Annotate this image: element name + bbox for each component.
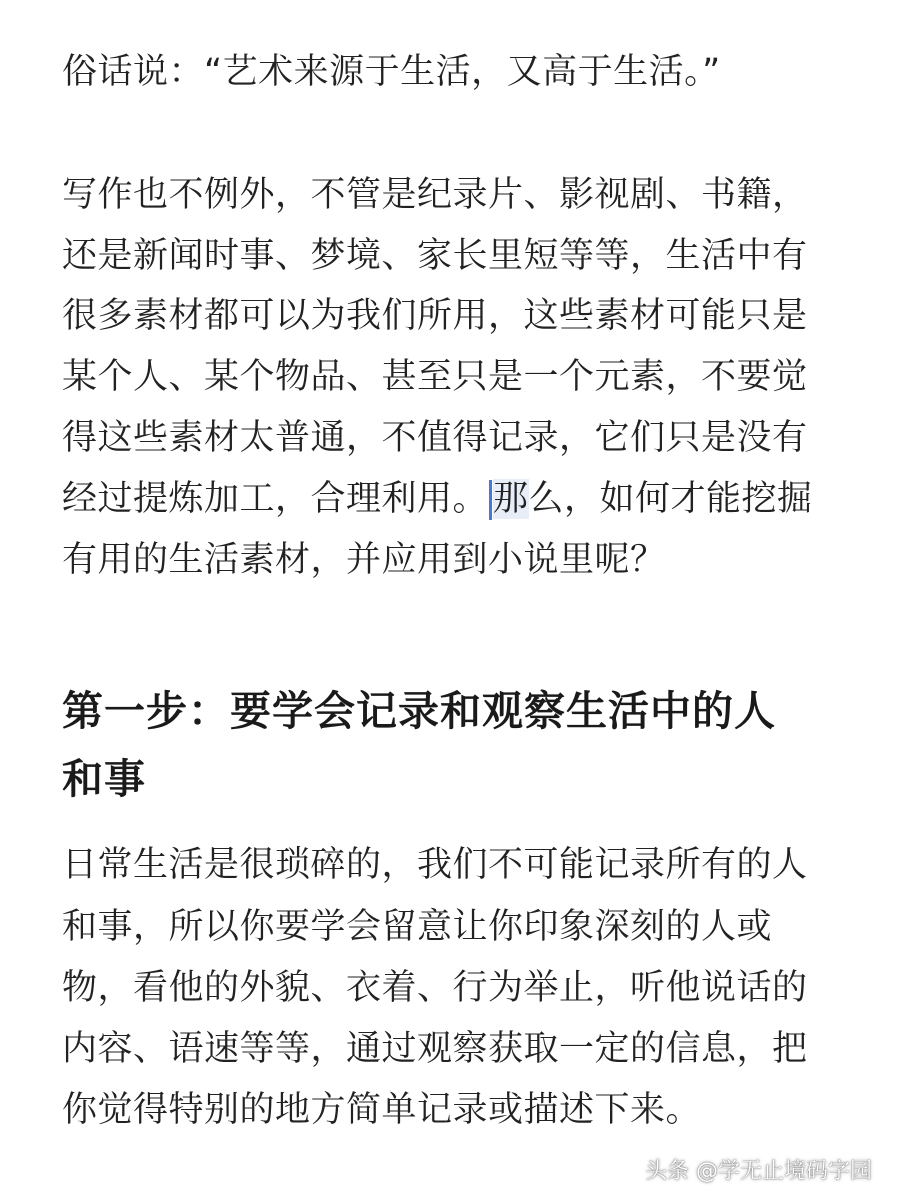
paragraph-line: 得这些素材太普通，不值得记录，它们只是没有 — [62, 418, 808, 458]
paragraph-line: 某个人、某个物品、甚至只是一个元素，不要觉 — [62, 357, 808, 397]
paragraph-line: 有用的生活素材，并应用到小说里呢？ — [62, 540, 666, 580]
paragraph-line: 很多素材都可以为我们所用，这些素材可能只是 — [62, 296, 808, 336]
paragraph-line: 和事，所以你要学会留意让你印象深刻的人或 — [62, 907, 773, 947]
paragraph-line: 写作也不例外，不管是纪录片、影视剧、书籍， — [62, 175, 808, 215]
quote-line: 俗话说：“艺术来源于生活，又高于生活。” — [62, 52, 721, 92]
heading-line: 第一步：要学会记录和观察生活中的人 — [62, 687, 776, 735]
heading-line: 和事 — [62, 755, 146, 803]
text-after-cursor: 么，如何才能挖掘 — [528, 479, 813, 519]
paragraph-line: 物，看他的外貌、衣着、行为举止，听他说话的 — [62, 968, 808, 1008]
text-before-cursor: 经过提炼加工，合理利用。 — [62, 479, 489, 519]
paragraph-line[interactable] — [62, 477, 813, 521]
text-cursor — [489, 480, 492, 520]
paragraph-line: 还是新闻时事、梦境、家长里短等等，生活中有 — [62, 236, 808, 276]
paragraph-line: 内容、语速等等，通过观察获取一定的信息，把 — [62, 1029, 808, 1069]
paragraph-line: 你觉得特别的地方简单记录或描述下来。 — [62, 1090, 702, 1130]
selected-character: 那 — [493, 479, 529, 519]
watermark-text: 头条 @学无止境码字园 — [645, 1159, 872, 1184]
paragraph-line: 日常生活是很琐碎的，我们不可能记录所有的人 — [62, 845, 808, 885]
